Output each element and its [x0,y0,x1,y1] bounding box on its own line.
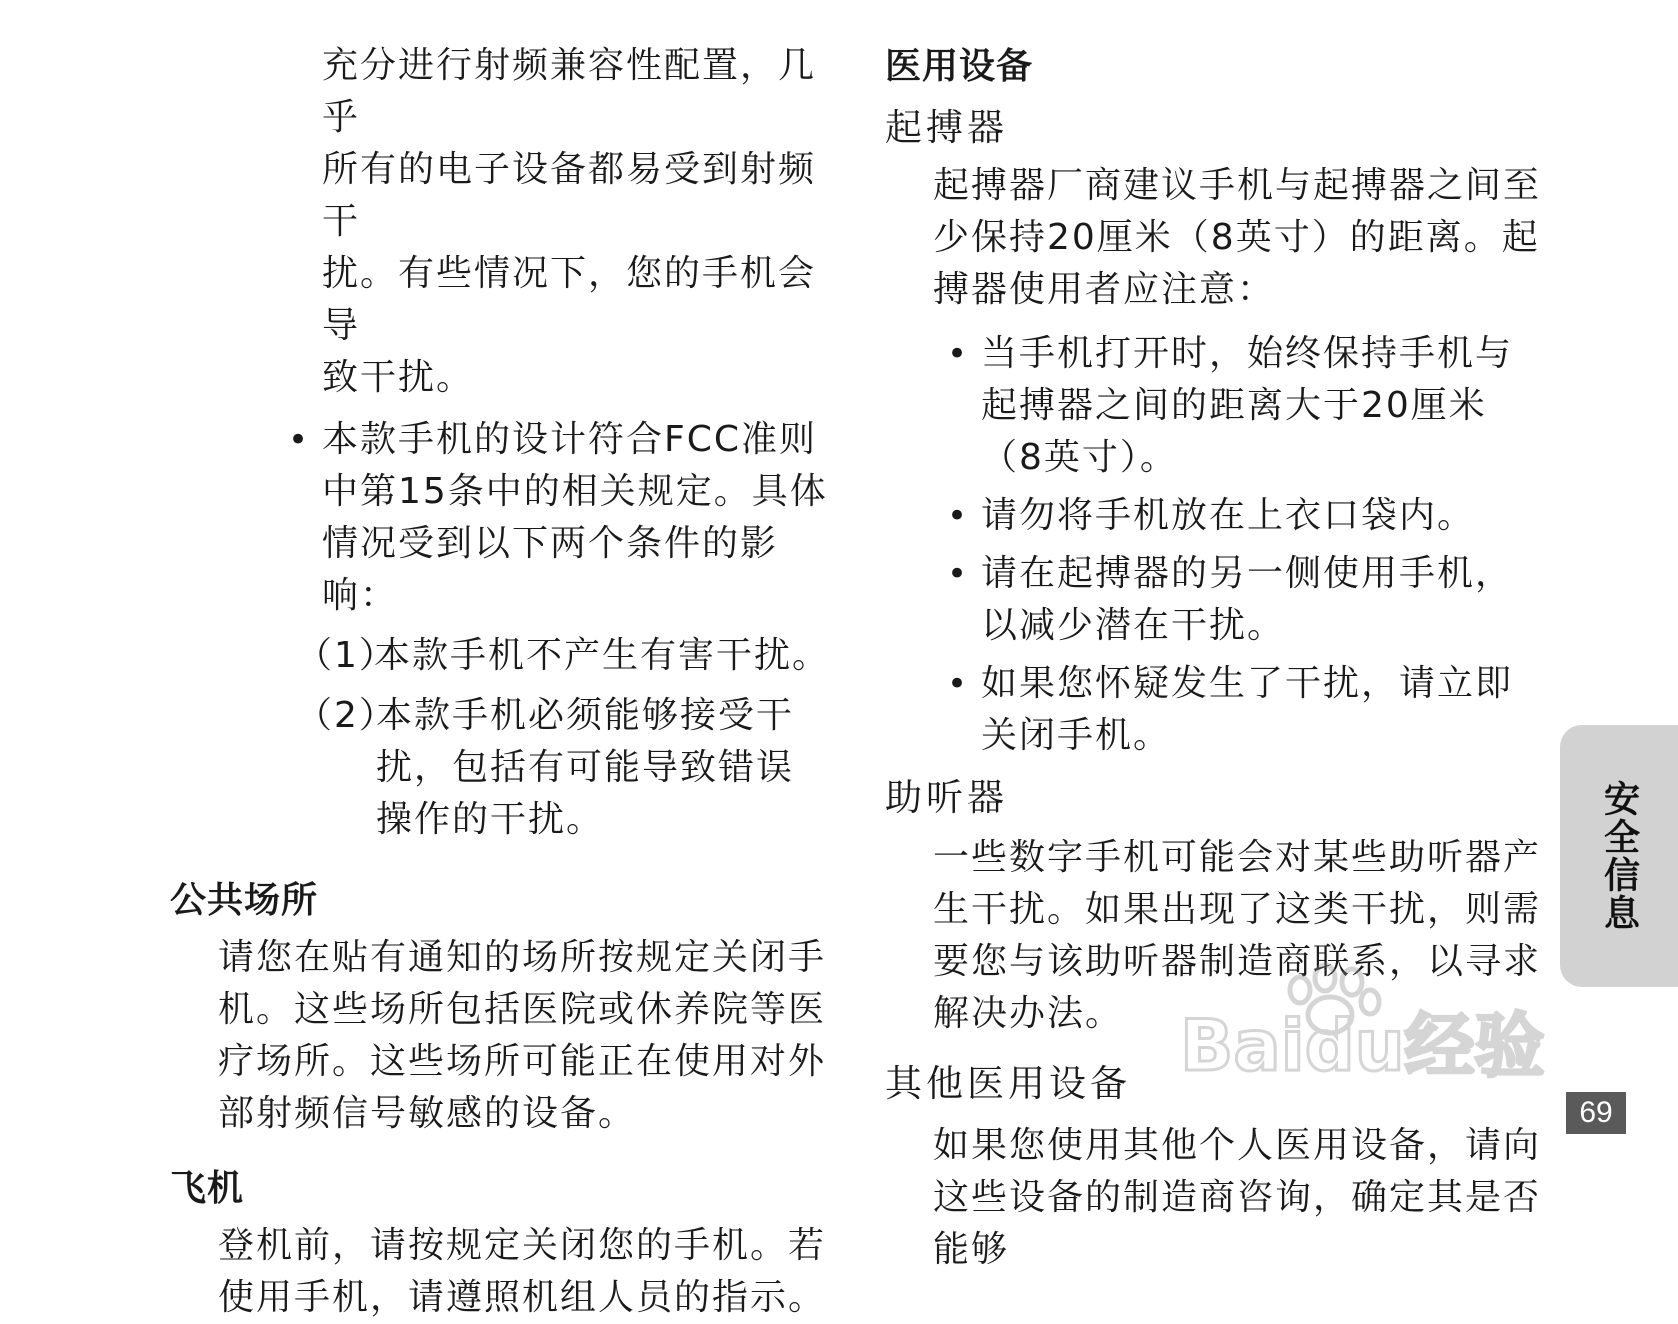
list-item [933,548,1545,652]
pacemaker-bullet-list [885,328,1545,762]
intro-line: 扰。有些情况下，您的手机会导 [322,253,817,346]
list-item [933,328,1545,484]
watermark-text: Baidu经验 [1180,1005,1545,1080]
bullet-dot-icon: • [947,664,970,704]
airplane-heading: 飞机 [170,1167,245,1209]
list-item [933,658,1545,762]
fcc-bullet-text: 本款手机的设计符合FCC准则中第15条中的相关规定。具体情况受到以下两个条件的影响： [322,419,828,616]
section-tab [1560,725,1678,987]
public-places-text: 请您在贴有通知的场所按规定关闭手机。这些场所包括医院或休养院等医疗场所。这些场所可能正在使用对外部射频信号敏感的设备。 [218,937,827,1134]
condition-1 [296,630,830,682]
page-number: 69 [1566,1092,1626,1134]
medical-devices-heading: 医用设备 [885,45,1034,87]
hearing-aid-heading: 助听器 [885,776,1008,819]
intro-line: 所有的电子设备都易受到射频干 [322,149,817,242]
condition-2-text: 本款手机必须能够接受干扰，包括有可能导致错误操作的干扰。 [376,695,795,840]
other-medical-heading: 其他医用设备 [885,1062,1131,1105]
pacemaker-heading: 起搏器 [885,106,1008,149]
pacemaker-text: 起搏器厂商建议手机与起搏器之间至少保持20厘米（8英寸）的距离。起搏器使用者应注意： [933,165,1542,310]
condition-2-label: （2） [296,695,397,736]
bullet-dot-icon: • [947,334,970,374]
bullet-dot-icon: • [947,554,970,594]
public-places-heading: 公共场所 [170,879,319,921]
airplane-text: 登机前，请按规定关闭您的手机。若使用手机，请遵照机组人员的指示。 [218,1225,827,1318]
other-medical-text: 如果您使用其他个人医用设备，请向这些设备的制造商咨询，确定其是否能够 [933,1125,1542,1270]
right-column [885,40,1545,1276]
list-item [933,490,1545,542]
intro-line: 充分进行射频兼容性配置，几乎 [322,45,817,138]
intro-paragraph [170,40,830,404]
pacemaker-bullet-text: 请在起搏器的另一侧使用手机，以减少潜在干扰。 [981,553,1514,646]
pacemaker-bullet-text: 当手机打开时，始终保持手机与起搏器之间的距离大于20厘米（8英寸）。 [981,333,1514,478]
hearing-aid-text: 一些数字手机可能会对某些助听器产生干扰。如果出现了这类干扰，则需要您与该助听器制造商联系，以寻求解决办法。 [933,837,1542,1034]
fcc-bullet-list [170,414,830,622]
condition-2 [296,690,830,846]
section-tab-label: 安全信息 [1598,780,1640,932]
bullet-dot-icon: • [288,420,311,460]
left-column [170,40,830,1324]
pacemaker-bullet-text: 请勿将手机放在上衣口袋内。 [981,495,1476,536]
condition-1-label: （1） [296,635,397,676]
list-item [274,414,830,622]
pacemaker-bullet-text: 如果您怀疑发生了干扰，请立即关闭手机。 [981,663,1514,756]
condition-1-text: 本款手机不产生有害干扰。 [374,635,831,676]
bullet-dot-icon: • [947,496,970,536]
intro-line: 致干扰。 [322,357,475,398]
